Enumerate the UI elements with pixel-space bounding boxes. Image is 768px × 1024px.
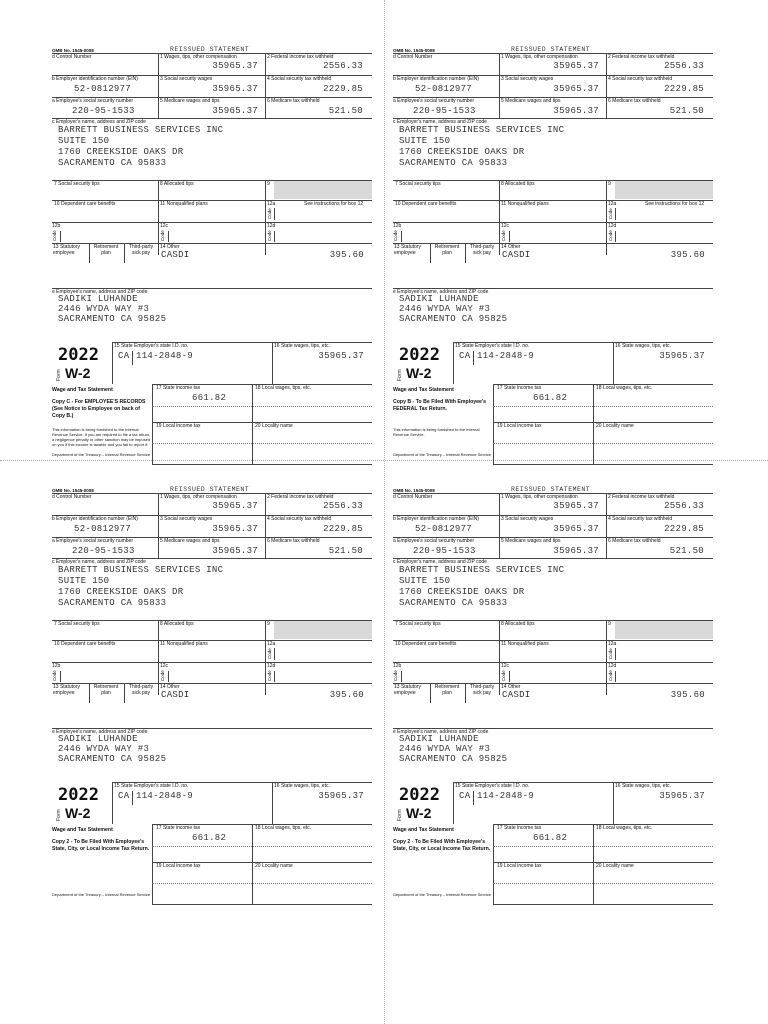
- reissued-statement-label: REISSUED STATEMENT: [511, 46, 591, 53]
- employer-name: BARRETT BUSINESS SERVICES INC: [58, 565, 224, 575]
- box9-label: 9: [608, 621, 611, 627]
- box13-retirement-label: Retirement plan: [434, 244, 460, 256]
- box13-sickpay-label: Third-party sick pay: [469, 684, 495, 696]
- employer-name: BARRETT BUSINESS SERVICES INC: [399, 125, 565, 135]
- box19-label: 19 Local income tax: [156, 863, 201, 869]
- copy-title: Wage and Tax Statement: [52, 387, 113, 393]
- box9-label: 9: [267, 181, 270, 187]
- box1-wages-value: 35965.37: [553, 501, 599, 511]
- employee-address-label: e Employee's name, address and ZIP code: [393, 289, 489, 295]
- employee-address-line: 2446 WYDA WAY #3: [58, 304, 150, 314]
- copy-title: Wage and Tax Statement: [52, 827, 113, 833]
- box5-label: 5 Medicare wages and tips: [501, 538, 561, 544]
- ssn-label: a Employee's social security number: [52, 98, 133, 104]
- box20-label: 20 Locality name: [596, 863, 634, 869]
- box15-label: 15 State Employer's state I.D. no.: [455, 343, 530, 349]
- box17-state-tax: 661.82: [192, 393, 227, 403]
- box6-med-tax-value: 521.50: [328, 106, 363, 116]
- box2-label: 2 Federal income tax withheld: [267, 54, 334, 60]
- box2-label: 2 Federal income tax withheld: [608, 54, 675, 60]
- employee-address-line: 2446 WYDA WAY #3: [399, 304, 491, 314]
- box14-amount: 395.60: [329, 690, 364, 700]
- box12c-label: 12c: [160, 223, 169, 229]
- box12d-code-label: Code: [608, 230, 613, 241]
- reissued-statement-label: REISSUED STATEMENT: [511, 486, 591, 493]
- box12c-label: 12c: [160, 663, 169, 669]
- box2-label: 2 Federal income tax withheld: [267, 494, 334, 500]
- employer-address-label: c Employer's name, address and ZIP code: [393, 119, 487, 125]
- box3-ss-wages-value: 35965.37: [553, 524, 599, 534]
- ein-label: b Employer identification number (EIN): [393, 76, 479, 82]
- copy-description: Copy C - For EMPLOYEE'S RECORDS (See Notice to Employee on back of Copy B.): [52, 399, 146, 419]
- tax-year: 2022: [58, 345, 99, 365]
- employer-name: BARRETT BUSINESS SERVICES INC: [58, 125, 224, 135]
- box15-label: 15 State Employer's state I.D. no.: [114, 343, 189, 349]
- ein-label: b Employer identification number (EIN): [393, 516, 479, 522]
- box12d-code-label: Code: [267, 230, 272, 241]
- form-name: W-2: [65, 805, 91, 821]
- box12b-code-label: Code: [52, 670, 57, 681]
- box7-label: 7 Social security tips: [54, 621, 100, 627]
- box6-med-tax-value: 521.50: [328, 546, 363, 556]
- department-treasury: Department of the Treasury – Internal Revenue Service: [393, 892, 492, 897]
- box14-label: 14 Other: [160, 244, 180, 250]
- copy-description: Copy B - To Be Filed With Employee's FEDERAL Tax Return.: [393, 399, 487, 412]
- control-number-label: d Control Number: [393, 54, 433, 60]
- box12a-label: 12a: [267, 641, 276, 647]
- box16-label: 16 State wages, tips, etc.: [615, 343, 671, 349]
- box1-wages-value: 35965.37: [212, 501, 258, 511]
- copy-description: Copy 2 - To Be Filed With Employee's State, City, or Local Income Tax Return.: [52, 839, 150, 852]
- box11-label: 11 Nonqualified plans: [501, 641, 549, 647]
- department-treasury: Department of the Treasury – Internal Revenue Service: [52, 892, 151, 897]
- box12b-code-label: Code: [393, 670, 398, 681]
- box12d-label: 12d: [608, 223, 617, 229]
- box13-sickpay-label: Third-party sick pay: [128, 244, 154, 256]
- box9-label: 9: [608, 181, 611, 187]
- box17-state-tax: 661.82: [533, 833, 568, 843]
- box14-code: CASDI: [161, 250, 190, 260]
- box5-med-wages-value: 35965.37: [212, 546, 258, 556]
- box4-ss-tax-value: 2229.85: [664, 524, 704, 534]
- employer-address-line2: 1760 CREEKSIDE OAKS DR: [399, 587, 525, 597]
- box12a-code-label: Code: [608, 208, 613, 219]
- box12c-code-label: Code: [501, 670, 506, 681]
- box9-label: 9: [267, 621, 270, 627]
- ein-value: 52-0812977: [74, 84, 132, 94]
- box10-label: 10 Dependent care benefits: [54, 641, 116, 647]
- box15-state-id: 114-2848-9: [477, 791, 535, 801]
- tax-year: 2022: [399, 785, 440, 805]
- box16-label: 16 State wages, tips, etc.: [615, 783, 671, 789]
- ein-value: 52-0812977: [415, 524, 473, 534]
- box15-state: CA: [118, 351, 130, 361]
- copy-description: Copy 2 - To Be Filed With Employee's State, City, or Local Income Tax Return.: [393, 839, 491, 852]
- box3-label: 3 Social security wages: [501, 516, 554, 522]
- form-name: W-2: [65, 365, 91, 381]
- box13-statutory-label: 13 Statutory employee: [53, 684, 80, 696]
- box12c-code-label: Code: [160, 230, 165, 241]
- box3-ss-wages-value: 35965.37: [212, 84, 258, 94]
- box12c-code-label: Code: [160, 670, 165, 681]
- box19-label: 19 Local income tax: [497, 863, 542, 869]
- employer-address-line1: SUITE 150: [58, 576, 110, 586]
- department-treasury: Department of the Treasury – Internal Revenue Service: [393, 452, 492, 457]
- employer-city-state-zip: SACRAMENTO CA 95833: [58, 598, 167, 608]
- box12d-code-label: Code: [608, 670, 613, 681]
- tax-year: 2022: [58, 785, 99, 805]
- employer-address-label: c Employer's name, address and ZIP code: [52, 559, 146, 565]
- box2-fed-tax-value: 2556.33: [323, 61, 363, 71]
- box2-fed-tax-value: 2556.33: [323, 501, 363, 511]
- box14-code: CASDI: [161, 690, 190, 700]
- box15-state: CA: [459, 791, 471, 801]
- box3-label: 3 Social security wages: [160, 516, 213, 522]
- box14-amount: 395.60: [329, 250, 364, 260]
- form-name: W-2: [406, 805, 432, 821]
- box17-state-tax: 661.82: [192, 833, 227, 843]
- box12c-code-label: Code: [501, 230, 506, 241]
- box5-med-wages-value: 35965.37: [553, 546, 599, 556]
- box18-label: 18 Local wages, tips, etc.: [255, 825, 312, 831]
- vertical-cut-line: [384, 0, 385, 1024]
- omb-number: OMB No. 1545-0008: [393, 48, 435, 53]
- box16-state-wages: 35965.37: [318, 351, 364, 361]
- box19-label: 19 Local income tax: [497, 423, 542, 429]
- box9-shaded: [274, 181, 372, 199]
- employer-address-line1: SUITE 150: [58, 136, 110, 146]
- box13-sickpay-label: Third-party sick pay: [128, 684, 154, 696]
- employer-address-label: c Employer's name, address and ZIP code: [393, 559, 487, 565]
- box14-label: 14 Other: [160, 684, 180, 690]
- employee-name: SADIKI LUHANDE: [399, 294, 479, 304]
- ssn-value: 220-95-1533: [72, 106, 135, 116]
- w2-form: [52, 488, 382, 938]
- box15-state-id: 114-2848-9: [136, 791, 194, 801]
- employee-city-state-zip: SACRAMENTO CA 95825: [58, 314, 167, 324]
- box14-label: 14 Other: [501, 244, 521, 250]
- employer-address-line1: SUITE 150: [399, 576, 451, 586]
- box5-label: 5 Medicare wages and tips: [160, 538, 220, 544]
- employer-address-line2: 1760 CREEKSIDE OAKS DR: [58, 587, 184, 597]
- box10-label: 10 Dependent care benefits: [395, 641, 457, 647]
- reissued-statement-label: REISSUED STATEMENT: [170, 46, 250, 53]
- box14-code: CASDI: [502, 250, 531, 260]
- box5-med-wages-value: 35965.37: [553, 106, 599, 116]
- box17-label: 17 State income tax: [497, 825, 542, 831]
- ein-value: 52-0812977: [415, 84, 473, 94]
- box15-state: CA: [459, 351, 471, 361]
- box13-statutory-label: 13 Statutory employee: [394, 244, 421, 256]
- employee-address-label: e Employee's name, address and ZIP code: [52, 729, 148, 735]
- box5-med-wages-value: 35965.37: [212, 106, 258, 116]
- box13-sickpay-label: Third-party sick pay: [469, 244, 495, 256]
- box6-label: 6 Medicare tax withheld: [608, 538, 661, 544]
- box20-label: 20 Locality name: [255, 863, 293, 869]
- form-word: Form: [56, 369, 62, 381]
- box14-amount: 395.60: [670, 690, 705, 700]
- w2-form: [393, 48, 723, 498]
- employee-name: SADIKI LUHANDE: [58, 294, 138, 304]
- box18-label: 18 Local wages, tips, etc.: [255, 385, 312, 391]
- employer-name: BARRETT BUSINESS SERVICES INC: [399, 565, 565, 575]
- box9-shaded: [615, 181, 713, 199]
- box12b-label: 12b: [393, 223, 402, 229]
- w2-form: [52, 48, 382, 498]
- box7-label: 7 Social security tips: [395, 181, 441, 187]
- box3-ss-wages-value: 35965.37: [212, 524, 258, 534]
- box1-label: 1 Wages, tips, other compensation: [160, 494, 237, 500]
- box12d-label: 12d: [267, 663, 276, 669]
- employer-address-line2: 1760 CREEKSIDE OAKS DR: [58, 147, 184, 157]
- box14-amount: 395.60: [670, 250, 705, 260]
- box8-label: 8 Allocated tips: [160, 621, 194, 627]
- box2-fed-tax-value: 2556.33: [664, 501, 704, 511]
- control-number-label: d Control Number: [52, 494, 92, 500]
- copy-title: Wage and Tax Statement: [393, 387, 454, 393]
- box8-label: 8 Allocated tips: [501, 181, 535, 187]
- employee-city-state-zip: SACRAMENTO CA 95825: [399, 754, 508, 764]
- box4-label: 4 Social security tax withheld: [267, 76, 332, 82]
- ssn-value: 220-95-1533: [413, 106, 476, 116]
- box13-retirement-label: Retirement plan: [93, 684, 119, 696]
- box5-label: 5 Medicare wages and tips: [501, 98, 561, 104]
- box2-label: 2 Federal income tax withheld: [608, 494, 675, 500]
- box5-label: 5 Medicare wages and tips: [160, 98, 220, 104]
- box7-label: 7 Social security tips: [395, 621, 441, 627]
- box4-ss-tax-value: 2229.85: [323, 524, 363, 534]
- department-treasury: Department of the Treasury – Internal Revenue Service: [52, 452, 151, 457]
- tax-year: 2022: [399, 345, 440, 365]
- box12b-code-label: Code: [52, 230, 57, 241]
- box12-instructions: See instructions for box 12: [304, 201, 364, 207]
- omb-number: OMB No. 1545-0008: [393, 488, 435, 493]
- box12a-code-label: Code: [267, 208, 272, 219]
- box6-label: 6 Medicare tax withheld: [267, 98, 320, 104]
- box9-shaded: [274, 621, 372, 639]
- box12-instructions: See instructions for box 12: [645, 201, 705, 207]
- box8-label: 8 Allocated tips: [160, 181, 194, 187]
- box11-label: 11 Nonqualified plans: [501, 201, 549, 207]
- employee-address-line: 2446 WYDA WAY #3: [399, 744, 491, 754]
- employee-address-label: e Employee's name, address and ZIP code: [52, 289, 148, 295]
- employee-name: SADIKI LUHANDE: [399, 734, 479, 744]
- box3-label: 3 Social security wages: [501, 76, 554, 82]
- employer-address-line2: 1760 CREEKSIDE OAKS DR: [399, 147, 525, 157]
- box17-label: 17 State income tax: [497, 385, 542, 391]
- ein-value: 52-0812977: [74, 524, 132, 534]
- box12a-label: 12a: [608, 201, 617, 207]
- box12c-label: 12c: [501, 223, 510, 229]
- employer-address-line1: SUITE 150: [399, 136, 451, 146]
- box18-label: 18 Local wages, tips, etc.: [596, 825, 653, 831]
- box1-wages-value: 35965.37: [553, 61, 599, 71]
- box15-label: 15 State Employer's state I.D. no.: [114, 783, 189, 789]
- box12d-code-label: Code: [267, 670, 272, 681]
- box9-shaded: [615, 621, 713, 639]
- box4-label: 4 Social security tax withheld: [608, 76, 673, 82]
- box12c-label: 12c: [501, 663, 510, 669]
- employee-name: SADIKI LUHANDE: [58, 734, 138, 744]
- box12b-label: 12b: [52, 663, 61, 669]
- ssn-label: a Employee's social security number: [393, 98, 474, 104]
- box19-label: 19 Local income tax: [156, 423, 201, 429]
- employee-city-state-zip: SACRAMENTO CA 95825: [399, 314, 508, 324]
- box2-fed-tax-value: 2556.33: [664, 61, 704, 71]
- employer-city-state-zip: SACRAMENTO CA 95833: [58, 158, 167, 168]
- box16-label: 16 State wages, tips, etc.: [274, 343, 330, 349]
- box16-label: 16 State wages, tips, etc.: [274, 783, 330, 789]
- employee-address-line: 2446 WYDA WAY #3: [58, 744, 150, 754]
- box12b-code-label: Code: [393, 230, 398, 241]
- form-word: Form: [56, 809, 62, 821]
- box6-med-tax-value: 521.50: [669, 546, 704, 556]
- ssn-value: 220-95-1533: [72, 546, 135, 556]
- box12a-code-label: Code: [608, 648, 613, 659]
- box11-label: 11 Nonqualified plans: [160, 201, 208, 207]
- box12b-label: 12b: [393, 663, 402, 669]
- ssn-label: a Employee's social security number: [52, 538, 133, 544]
- box18-label: 18 Local wages, tips, etc.: [596, 385, 653, 391]
- copy-title: Wage and Tax Statement: [393, 827, 454, 833]
- control-number-label: d Control Number: [52, 54, 92, 60]
- box12d-label: 12d: [267, 223, 276, 229]
- box10-label: 10 Dependent care benefits: [54, 201, 116, 207]
- form-word: Form: [397, 809, 403, 821]
- box8-label: 8 Allocated tips: [501, 621, 535, 627]
- employer-address-label: c Employer's name, address and ZIP code: [52, 119, 146, 125]
- box3-ss-wages-value: 35965.37: [553, 84, 599, 94]
- ein-label: b Employer identification number (EIN): [52, 76, 138, 82]
- box17-label: 17 State income tax: [156, 385, 201, 391]
- ssn-value: 220-95-1533: [413, 546, 476, 556]
- box12d-label: 12d: [608, 663, 617, 669]
- box13-statutory-label: 13 Statutory employee: [53, 244, 80, 256]
- box15-label: 15 State Employer's state I.D. no.: [455, 783, 530, 789]
- box15-state: CA: [118, 791, 130, 801]
- box13-statutory-label: 13 Statutory employee: [394, 684, 421, 696]
- omb-number: OMB No. 1545-0008: [52, 488, 94, 493]
- employee-city-state-zip: SACRAMENTO CA 95825: [58, 754, 167, 764]
- employer-city-state-zip: SACRAMENTO CA 95833: [399, 158, 508, 168]
- form-word: Form: [397, 369, 403, 381]
- omb-number: OMB No. 1545-0008: [52, 48, 94, 53]
- employee-address-label: e Employee's name, address and ZIP code: [393, 729, 489, 735]
- ein-label: b Employer identification number (EIN): [52, 516, 138, 522]
- box12a-code-label: Code: [267, 648, 272, 659]
- box1-label: 1 Wages, tips, other compensation: [501, 54, 578, 60]
- box6-label: 6 Medicare tax withheld: [267, 538, 320, 544]
- box12a-label: 12a: [608, 641, 617, 647]
- control-number-label: d Control Number: [393, 494, 433, 500]
- box20-label: 20 Locality name: [596, 423, 634, 429]
- box11-label: 11 Nonqualified plans: [160, 641, 208, 647]
- box4-label: 4 Social security tax withheld: [608, 516, 673, 522]
- ssn-label: a Employee's social security number: [393, 538, 474, 544]
- box4-ss-tax-value: 2229.85: [664, 84, 704, 94]
- box6-label: 6 Medicare tax withheld: [608, 98, 661, 104]
- box1-label: 1 Wages, tips, other compensation: [501, 494, 578, 500]
- box3-label: 3 Social security wages: [160, 76, 213, 82]
- box17-label: 17 State income tax: [156, 825, 201, 831]
- w2-form: [393, 488, 723, 938]
- box20-label: 20 Locality name: [255, 423, 293, 429]
- box12a-label: 12a: [267, 201, 276, 207]
- employer-city-state-zip: SACRAMENTO CA 95833: [399, 598, 508, 608]
- box6-med-tax-value: 521.50: [669, 106, 704, 116]
- box15-state-id: 114-2848-9: [136, 351, 194, 361]
- copy-fine-print: This information is being furnished to the Internal Revenue Service.: [393, 427, 480, 437]
- box14-label: 14 Other: [501, 684, 521, 690]
- reissued-statement-label: REISSUED STATEMENT: [170, 486, 250, 493]
- box1-label: 1 Wages, tips, other compensation: [160, 54, 237, 60]
- copy-fine-print: This information is being furnished to the Internal Revenue Service. If you are required to file a tax return, a negligence penalty or other sanction may be imposed on you if this income is taxable and you fail to report it.: [52, 427, 151, 447]
- box16-state-wages: 35965.37: [318, 791, 364, 801]
- box4-ss-tax-value: 2229.85: [323, 84, 363, 94]
- box1-wages-value: 35965.37: [212, 61, 258, 71]
- box16-state-wages: 35965.37: [659, 791, 705, 801]
- box12b-label: 12b: [52, 223, 61, 229]
- box10-label: 10 Dependent care benefits: [395, 201, 457, 207]
- box14-code: CASDI: [502, 690, 531, 700]
- box15-state-id: 114-2848-9: [477, 351, 535, 361]
- form-name: W-2: [406, 365, 432, 381]
- box7-label: 7 Social security tips: [54, 181, 100, 187]
- box17-state-tax: 661.82: [533, 393, 568, 403]
- box13-retirement-label: Retirement plan: [434, 684, 460, 696]
- box13-retirement-label: Retirement plan: [93, 244, 119, 256]
- box16-state-wages: 35965.37: [659, 351, 705, 361]
- box4-label: 4 Social security tax withheld: [267, 516, 332, 522]
